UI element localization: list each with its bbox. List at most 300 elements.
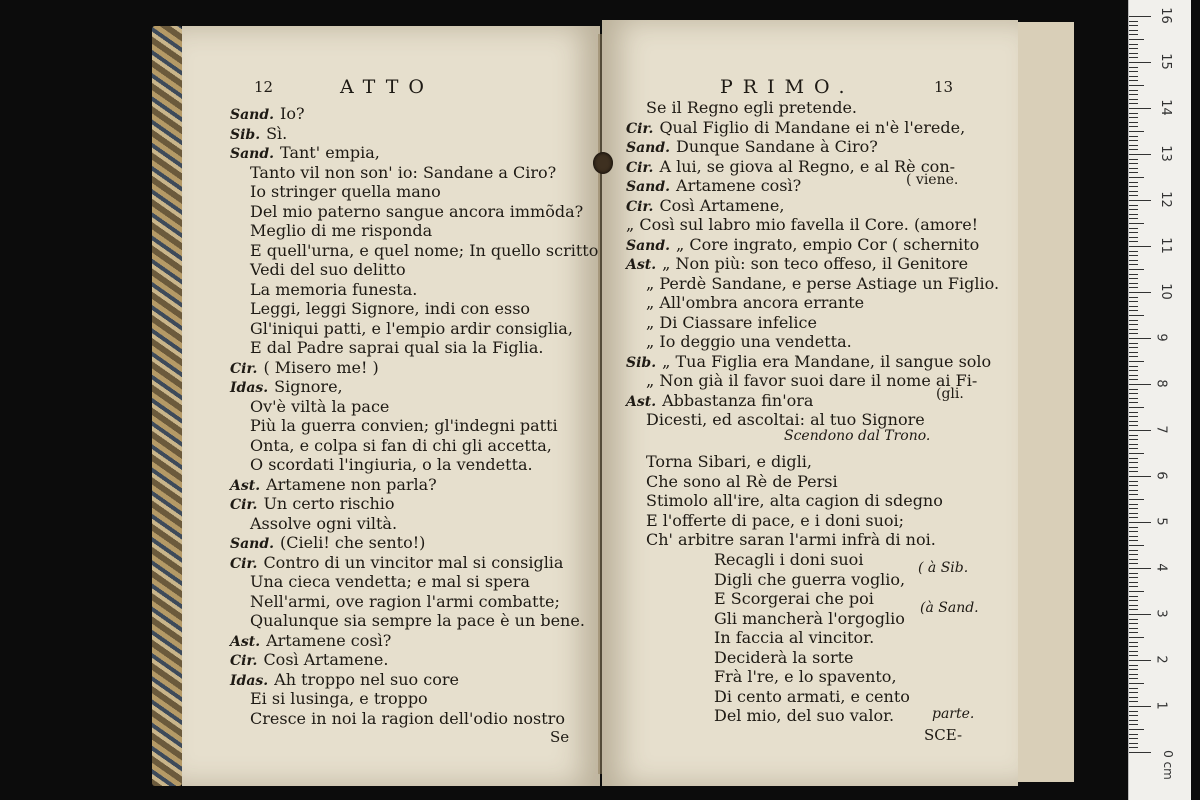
ruler-tick: [1129, 752, 1151, 753]
line-text: Vedi del suo delitto: [250, 260, 406, 279]
text-line: [230, 104, 598, 124]
right-page-text-2: [626, 452, 943, 550]
text-line: [230, 592, 598, 612]
ruler-tick: [1129, 182, 1138, 183]
text-line: [230, 358, 598, 378]
ruler-tick: [1129, 237, 1138, 238]
ruler-tick: [1129, 609, 1138, 610]
line-text: Così Artamene,: [659, 195, 785, 215]
ruler-tick: [1129, 448, 1138, 449]
ruler-tick: [1129, 550, 1138, 551]
line-text: „ Non già il favor suoi dare il nome ai Fi-: [646, 371, 978, 390]
ruler-tick: [1129, 619, 1138, 620]
ruler-tick: [1129, 586, 1138, 587]
speaker-name: Sand.: [230, 536, 275, 552]
ruler-tick: [1129, 720, 1138, 721]
line-text: La memoria funesta.: [250, 279, 418, 299]
text-line: [626, 410, 999, 430]
line-text: Cresce in noi la ragion dell'odio nostro: [250, 708, 565, 728]
speaker-name: Sand.: [626, 179, 671, 195]
text-line: [626, 235, 999, 255]
text-line: [230, 494, 598, 514]
line-text: „ Tua Figlia era Mandane, il sangue solo: [662, 351, 992, 371]
ruler-tick: [1129, 324, 1138, 325]
left-page-text: [230, 104, 598, 728]
speaker-name: Sand.: [626, 237, 671, 254]
ruler-tick: [1129, 683, 1144, 684]
ruler-tick: [1129, 527, 1138, 528]
text-line: [230, 202, 598, 222]
ruler-tick: [1129, 44, 1138, 45]
line-text: Artamene non parla?: [266, 474, 437, 494]
speaker-name: Idas.: [230, 672, 269, 689]
line-text: Sì.: [266, 123, 288, 143]
ruler-tick: [1129, 274, 1138, 275]
ruler-tick: [1129, 632, 1138, 633]
ruler-number: 7: [1153, 425, 1169, 434]
line-text: Di cento armati, e cento: [714, 686, 910, 706]
text-line: [230, 163, 598, 183]
margin-note-a-sand: (à Sand.: [920, 600, 979, 616]
ruler-tick: [1129, 674, 1138, 675]
text-line: [230, 260, 598, 280]
ruler-tick: [1129, 90, 1138, 91]
ruler-tick: [1129, 356, 1138, 357]
ruler-tick: [1129, 651, 1138, 652]
ruler-tick: [1129, 149, 1138, 150]
line-text: Io?: [280, 104, 305, 123]
ruler-tick: [1129, 287, 1138, 288]
line-text: In faccia al vincitor.: [714, 628, 875, 647]
ruler-number: 15: [1157, 53, 1173, 70]
line-text: Ov'è viltà la pace: [250, 396, 390, 416]
ruler-tick: [1129, 743, 1138, 744]
line-text: Ei si lusinga, e troppo: [250, 689, 428, 708]
text-line: [230, 182, 598, 202]
ruler-unit-label: 0 cm: [1160, 750, 1175, 780]
ruler-tick: [1129, 85, 1144, 86]
text-line: [626, 530, 943, 550]
ruler-number: 9: [1153, 333, 1169, 342]
line-text: „ All'ombra ancora errante: [646, 293, 865, 312]
ruler-tick: [1129, 126, 1138, 127]
ruler-tick: [1129, 154, 1151, 155]
aria-text: [714, 550, 910, 726]
text-line: [714, 550, 910, 570]
text-line: [230, 319, 598, 339]
ruler-tick: [1129, 25, 1138, 26]
text-line: [626, 293, 999, 313]
text-line: [626, 98, 999, 118]
ruler-tick: [1129, 734, 1138, 735]
ruler-tick: [1129, 379, 1138, 380]
line-text: Così Artamene.: [263, 650, 389, 669]
line-text: Nell'armi, ove ragion l'armi combatte;: [250, 591, 560, 611]
ruler-tick: [1129, 370, 1138, 371]
ruler-tick: [1129, 209, 1138, 210]
line-text: „ Perdè Sandane, e perse Astiage un Figlio.: [646, 273, 1000, 293]
text-line: [626, 137, 999, 157]
ruler-tick: [1129, 283, 1138, 284]
ruler-tick: [1129, 292, 1151, 293]
line-text: Tanto vil non son' io: Sandane a Ciro?: [250, 162, 557, 182]
ruler-tick: [1129, 637, 1144, 638]
ruler-tick: [1129, 113, 1138, 114]
ruler-tick: [1129, 453, 1144, 454]
text-line: [230, 221, 598, 241]
ruler-tick: [1129, 39, 1144, 40]
ruler-tick: [1129, 738, 1138, 739]
ruler-tick: [1129, 540, 1138, 541]
ruler-tick: [1129, 628, 1138, 629]
speaker-name: Cir.: [230, 653, 258, 669]
speaker-name: Ast.: [230, 633, 261, 650]
text-line: [714, 570, 910, 590]
ruler-tick: [1129, 21, 1138, 22]
line-text: Tant' empia,: [280, 143, 380, 162]
text-line: [714, 609, 910, 629]
text-line: [230, 475, 598, 495]
text-line: [230, 436, 598, 456]
line-text: E Scorgerai che poi: [714, 589, 874, 608]
ruler-tick: [1129, 471, 1138, 472]
speaker-name: Sand.: [626, 140, 671, 156]
ruler-tick: [1129, 559, 1138, 560]
ruler-number: 3: [1153, 609, 1169, 618]
binding-hole: [593, 152, 613, 174]
ruler-number: 5: [1153, 517, 1169, 526]
text-line: [626, 352, 999, 372]
speaker-name: Idas.: [230, 380, 269, 396]
text-line: [714, 706, 910, 726]
ruler-tick: [1129, 140, 1138, 141]
ruler-tick: [1129, 430, 1151, 431]
ruler-tick: [1129, 278, 1138, 279]
line-text: Artamene così?: [676, 176, 802, 195]
ruler-tick: [1129, 255, 1138, 256]
line-text: Del mio, del suo valor.: [714, 706, 895, 725]
text-line: [230, 533, 598, 553]
stage-direction: Scendono dal Trono.: [784, 428, 931, 444]
ruler-tick: [1129, 504, 1138, 505]
ruler-tick: [1129, 269, 1144, 270]
line-text: Qual Figlio di Mandane ei n'è l'erede,: [659, 117, 966, 137]
ruler-tick: [1129, 724, 1138, 725]
ruler-tick: [1129, 264, 1138, 265]
ruler-tick: [1129, 444, 1138, 445]
text-line: [230, 299, 598, 319]
ruler-tick: [1129, 499, 1144, 500]
ruler-tick: [1129, 172, 1138, 173]
ruler-number: 13: [1157, 145, 1173, 162]
line-text: Che sono al Rè de Persi: [646, 471, 838, 491]
open-book: [152, 14, 1074, 784]
ruler-number: 16: [1157, 7, 1173, 24]
line-text: ( Misero me! ): [263, 357, 379, 377]
text-line: [230, 241, 598, 261]
line-text: Ah troppo nel suo core: [274, 669, 459, 689]
ruler-tick: [1129, 320, 1138, 321]
line-text: Una cieca vendetta; e mal si spera: [250, 572, 530, 591]
ruler-tick: [1129, 347, 1138, 348]
text-line: [230, 709, 598, 729]
ruler-tick: [1129, 297, 1138, 298]
speaker-name: Sib.: [230, 126, 261, 143]
text-line: [230, 650, 598, 670]
ruler-tick: [1129, 352, 1138, 353]
line-text: Meglio di me risponda: [250, 221, 433, 240]
right-page-text: [626, 98, 999, 430]
text-line: [626, 511, 943, 531]
right-page-header: PRIMO.: [720, 76, 855, 98]
ruler-tick: [1129, 508, 1138, 509]
text-line: [230, 631, 598, 651]
margin-note-gli: (gli.: [936, 386, 964, 402]
text-line: [626, 313, 999, 333]
ruler-tick: [1129, 163, 1138, 164]
ruler-tick: [1129, 692, 1138, 693]
text-line: [230, 397, 598, 417]
ruler-tick: [1129, 389, 1138, 390]
line-text: Ch' arbitre saran l'armi infrà di noi.: [646, 530, 936, 549]
ruler-tick: [1129, 398, 1138, 399]
ruler-tick: [1129, 591, 1144, 592]
ruler-tick: [1129, 600, 1138, 601]
text-line: [230, 689, 598, 709]
line-text: Un certo rischio: [263, 494, 395, 513]
ruler-tick: [1129, 485, 1138, 486]
ruler-tick: [1129, 554, 1138, 555]
speaker-name: Cir.: [230, 360, 258, 377]
line-text: Torna Sibari, e digli,: [646, 452, 812, 471]
line-text: Stimolo all'ire, alta cagion di sdegno: [646, 491, 943, 510]
ruler-tick: [1129, 439, 1138, 440]
ruler-tick: [1129, 108, 1151, 109]
ruler-tick: [1129, 94, 1138, 95]
ruler-number: 4: [1153, 563, 1169, 572]
line-text: Digli che guerra voglio,: [714, 569, 906, 589]
ruler-tick: [1129, 333, 1138, 334]
ruler-tick: [1129, 205, 1138, 206]
line-text: Del mio paterno sangue ancora immõda?: [250, 201, 584, 221]
ruler-tick: [1129, 177, 1144, 178]
ruler-number: 6: [1153, 471, 1169, 480]
ruler-tick: [1129, 186, 1138, 187]
text-line: [626, 118, 999, 138]
right-page-number: 13: [934, 78, 954, 96]
text-line: [230, 611, 598, 631]
ruler-tick: [1129, 232, 1138, 233]
ruler-tick: [1129, 706, 1151, 707]
line-text: Gli mancherà l'orgoglio: [714, 608, 905, 628]
ruler-tick: [1129, 67, 1138, 68]
speaker-name: Ast.: [626, 393, 657, 410]
text-line: [230, 124, 598, 144]
ruler-tick: [1129, 251, 1138, 252]
text-line: [626, 472, 943, 492]
ruler-tick: [1129, 678, 1138, 679]
ruler-tick: [1129, 517, 1138, 518]
line-text: Recagli i doni suoi: [714, 550, 864, 569]
line-text: „ Io deggio una vendetta.: [646, 332, 852, 351]
ruler-tick: [1129, 191, 1138, 192]
ruler-tick: [1129, 338, 1151, 339]
margin-note-parte: parte.: [932, 706, 975, 722]
speaker-name: Cir.: [626, 159, 654, 176]
ruler-tick: [1129, 228, 1138, 229]
ruler-tick: [1129, 563, 1138, 564]
ruler-tick: [1129, 412, 1138, 413]
ruler-tick: [1129, 53, 1138, 54]
line-text: (Cieli! che sento!): [280, 533, 426, 552]
ruler-tick: [1129, 490, 1138, 491]
ruler-tick: [1129, 361, 1144, 362]
ruler-tick: [1129, 62, 1151, 63]
measurement-ruler: [1128, 0, 1191, 800]
line-text: E dal Padre saprai qual sia la Figlia.: [250, 338, 544, 357]
text-line: [230, 455, 598, 475]
ruler-tick: [1129, 366, 1138, 367]
ruler-tick: [1129, 711, 1138, 712]
text-line: [714, 687, 910, 707]
left-page: [182, 26, 600, 786]
text-line: [626, 274, 999, 294]
ruler-tick: [1129, 481, 1138, 482]
line-text: Se il Regno egli pretende.: [646, 98, 858, 117]
text-line: [714, 667, 910, 687]
ruler-tick: [1129, 375, 1138, 376]
text-line: [714, 589, 910, 609]
ruler-number: 11: [1157, 237, 1173, 254]
ruler-number: 2: [1153, 655, 1169, 664]
ruler-tick: [1129, 214, 1138, 215]
text-line: [626, 332, 999, 352]
text-line: [626, 215, 999, 235]
text-line: [230, 416, 598, 436]
ruler-tick: [1129, 425, 1138, 426]
ruler-tick: [1129, 715, 1138, 716]
ruler-tick: [1129, 131, 1144, 132]
ruler-tick: [1129, 494, 1138, 495]
ruler-tick: [1129, 596, 1138, 597]
line-text: Abbastanza fin'ora: [662, 390, 814, 410]
back-pages-edge: [1015, 22, 1074, 782]
speaker-name: Sand.: [230, 107, 275, 123]
ruler-tick: [1129, 145, 1138, 146]
ruler-tick: [1129, 80, 1138, 81]
ruler-tick: [1129, 416, 1138, 417]
text-line: [230, 514, 598, 534]
line-text: Qualunque sia sempre la pace è un bene.: [250, 611, 585, 630]
text-line: [714, 628, 910, 648]
ruler-tick: [1129, 623, 1138, 624]
ruler-tick: [1129, 246, 1151, 247]
line-text: Artamene così?: [266, 630, 392, 650]
ruler-tick: [1129, 421, 1138, 422]
text-line: [230, 553, 598, 573]
left-page-number: 12: [254, 78, 274, 96]
ruler-tick: [1129, 76, 1138, 77]
ruler-tick: [1129, 34, 1138, 35]
ruler-tick: [1129, 117, 1138, 118]
ruler-number: 8: [1153, 379, 1169, 388]
ruler-tick: [1129, 669, 1138, 670]
text-line: [230, 143, 598, 163]
ruler-tick: [1129, 343, 1138, 344]
line-text: Leggi, leggi Signore, indi con esso: [250, 299, 531, 318]
ruler-tick: [1129, 48, 1138, 49]
ruler-tick: [1129, 458, 1138, 459]
left-page-header: ATTO: [340, 76, 434, 98]
ruler-tick: [1129, 697, 1138, 698]
ruler-tick: [1129, 168, 1138, 169]
ruler-number: 14: [1157, 99, 1173, 116]
line-text: E l'offerte di pace, e i doni suoi;: [646, 510, 905, 530]
text-line: [714, 648, 910, 668]
speaker-name: Sib.: [626, 354, 657, 371]
ruler-tick: [1129, 393, 1138, 394]
ruler-tick: [1129, 99, 1138, 100]
line-text: Onta, e colpa si fan di chi gli accetta,: [250, 435, 552, 455]
line-text: A lui, se giova al Regno, e al Rè con-: [659, 156, 956, 176]
text-line: [230, 670, 598, 690]
ruler-tick: [1129, 614, 1151, 615]
text-line: [230, 280, 598, 300]
ruler-tick: [1129, 159, 1138, 160]
ruler-tick: [1129, 57, 1138, 58]
speaker-name: Cir.: [626, 120, 654, 137]
ruler-tick: [1129, 218, 1138, 219]
line-text: O scordati l'ingiuria, o la vendetta.: [250, 455, 533, 474]
ruler-tick: [1129, 582, 1138, 583]
ruler-tick: [1129, 522, 1151, 523]
speaker-name: Cir.: [230, 555, 258, 572]
ruler-tick: [1129, 577, 1138, 578]
ruler-tick: [1129, 241, 1138, 242]
ruler-tick: [1129, 223, 1144, 224]
line-text: Contro di un vincitor mal si consiglia: [263, 552, 564, 572]
text-line: [230, 377, 598, 397]
speaker-name: Sand.: [230, 146, 275, 162]
ruler-tick: [1129, 646, 1138, 647]
ruler-tick: [1129, 513, 1138, 514]
right-catchword: SCE-: [924, 726, 963, 744]
ruler-tick: [1129, 315, 1144, 316]
ruler-tick: [1129, 476, 1151, 477]
ruler-tick: [1129, 260, 1138, 261]
text-line: [230, 338, 598, 358]
ruler-tick: [1129, 16, 1151, 17]
ruler-tick: [1129, 122, 1138, 123]
text-line: [626, 452, 943, 472]
ruler-tick: [1129, 660, 1151, 661]
ruler-tick: [1129, 329, 1138, 330]
text-line: [230, 572, 598, 592]
line-text: Gl'iniqui patti, e l'empio ardir consiglia,: [250, 318, 573, 338]
ruler-tick: [1129, 568, 1151, 569]
left-catchword: Se: [550, 728, 570, 746]
ruler-tick: [1129, 467, 1138, 468]
ruler-tick: [1129, 30, 1138, 31]
ruler-tick: [1129, 384, 1151, 385]
ruler-tick: [1129, 642, 1138, 643]
ruler-tick: [1129, 301, 1138, 302]
line-text: Io stringer quella mano: [250, 182, 441, 201]
ruler-number: 1: [1153, 701, 1169, 710]
ruler-tick: [1129, 688, 1138, 689]
ruler-tick: [1129, 605, 1138, 606]
speaker-name: Ast.: [626, 257, 657, 273]
